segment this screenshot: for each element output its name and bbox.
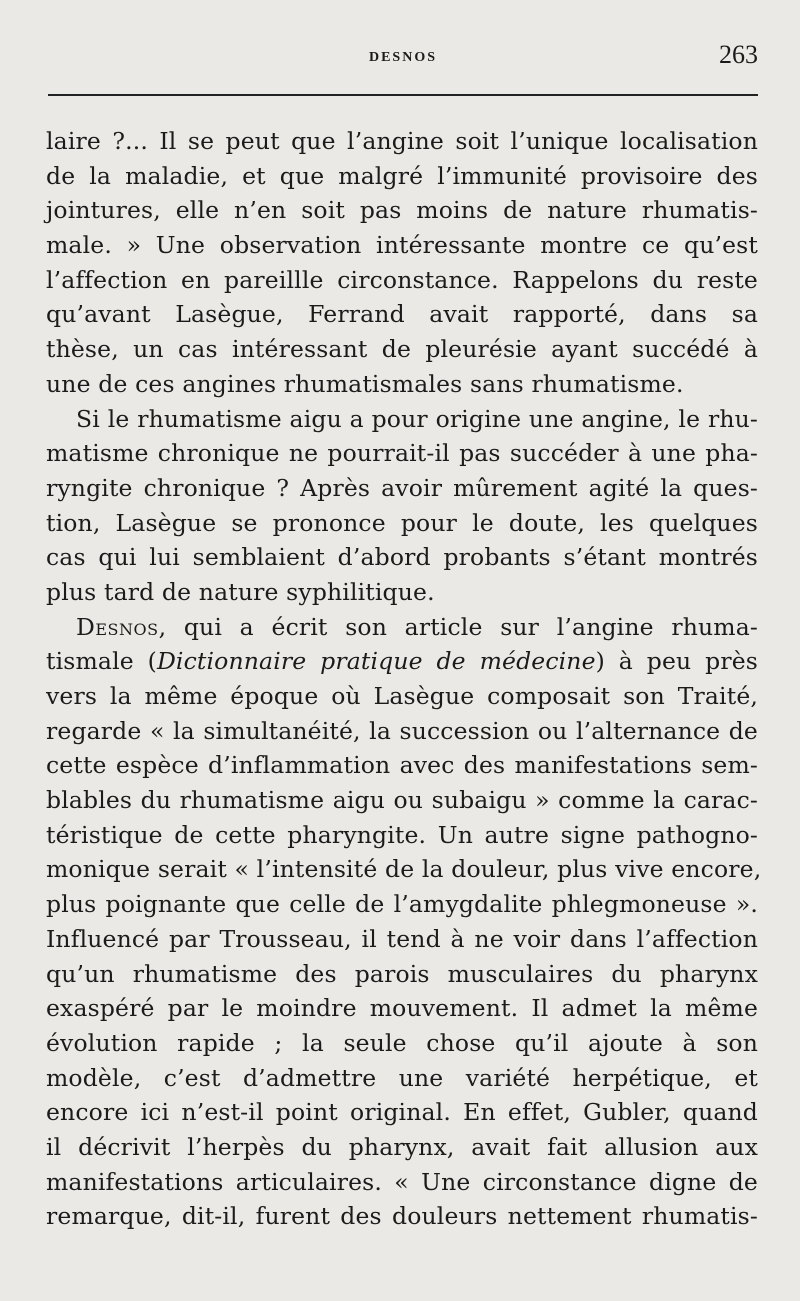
text-line: Si le rhumatisme aigu a pour origine une angine, le rhu- [76, 404, 758, 433]
body-text [46, 124, 762, 1234]
text-line: laire ?... Il se peut que l’angine soit l’unique localisation [46, 127, 758, 155]
text-line: encore ici n’est-il point original. En effet, Gubler, quand [46, 1098, 758, 1127]
text-line: cette espèce d’inflammation avec des manifestations sem- [46, 751, 758, 780]
author-name: Desnos [76, 612, 159, 641]
text-line: téristique de cette pharyngite. Un autre signe pathogno- [46, 820, 758, 849]
text-line: tismale (Dictionnaire pratique de médecine) à peu près [46, 647, 758, 676]
text-line: blables du rhumatisme aigu ou subaigu » comme la carac- [46, 786, 758, 815]
text-line: évolution rapide ; la seule chose qu’il ajoute à son [46, 1028, 758, 1057]
text-line: tion, Lasègue se prononce pour le doute, les quelques [46, 508, 758, 537]
text-line: modèle, c’est d’admettre une variété herpétique, et [46, 1063, 758, 1092]
text-line: qu’un rhumatisme des parois musculaires du pharynx [46, 959, 758, 988]
running-head: DESNOS [368, 50, 438, 65]
text-line: une de ces angines rhumatismales sans rhumatisme. [46, 369, 684, 398]
text-line: jointures, elle n’en soit pas moins de nature rhumatis- [46, 196, 758, 225]
text-line: cas qui lui semblaient d’abord probants s’étant montrés [46, 543, 758, 572]
text-line: male. » Une observation intéressante montre ce qu’est [46, 231, 758, 260]
text-line: Desnos, qui a écrit son article sur l’angine rhuma- [76, 612, 758, 641]
text-line: il décrivit l’herpès du pharynx, avait fait allusion aux [46, 1132, 758, 1161]
text-line: regarde « la simultanéité, la succession ou l’alternance de [46, 716, 758, 745]
text-line: Influencé par Trousseau, il tend à ne voir dans l’affection [46, 924, 758, 953]
page-number: 263 [719, 40, 758, 69]
header-rule [48, 94, 758, 96]
text-line: ryngite chronique ? Après avoir mûrement agité la ques- [46, 473, 758, 502]
text-line: vers la même époque où Lasègue composait son Traité, [46, 682, 758, 710]
text-line: exaspéré par le moindre mouvement. Il admet la même [46, 994, 758, 1023]
text-line: manifestations articulaires. « Une circonstance digne de [46, 1167, 758, 1196]
text-line: de la maladie, et que malgré l’immunité provisoire des [46, 161, 758, 190]
page-header [48, 36, 758, 76]
text-line: thèse, un cas intéressant de pleurésie ayant succédé à [46, 335, 758, 364]
text-line: matisme chronique ne pourrait-il pas succéder à une pha- [46, 439, 758, 468]
text-line: plus tard de nature syphilitique. [46, 577, 435, 606]
text-line: l’affection en pareillle circonstance. Rappelons du reste [46, 265, 758, 294]
text-line: qu’avant Lasègue, Ferrand avait rapporté, dans sa [46, 300, 758, 329]
text-line: remarque, dit-il, furent des douleurs nettement rhumatis- [46, 1202, 758, 1231]
text-line: plus poignante que celle de l’amygdalite phlegmoneuse ». [46, 890, 758, 919]
book-title: Dictionnaire pratique de médecine [156, 647, 596, 676]
text-line: monique serait « l’intensité de la douleur, plus vive encore, [46, 855, 762, 884]
